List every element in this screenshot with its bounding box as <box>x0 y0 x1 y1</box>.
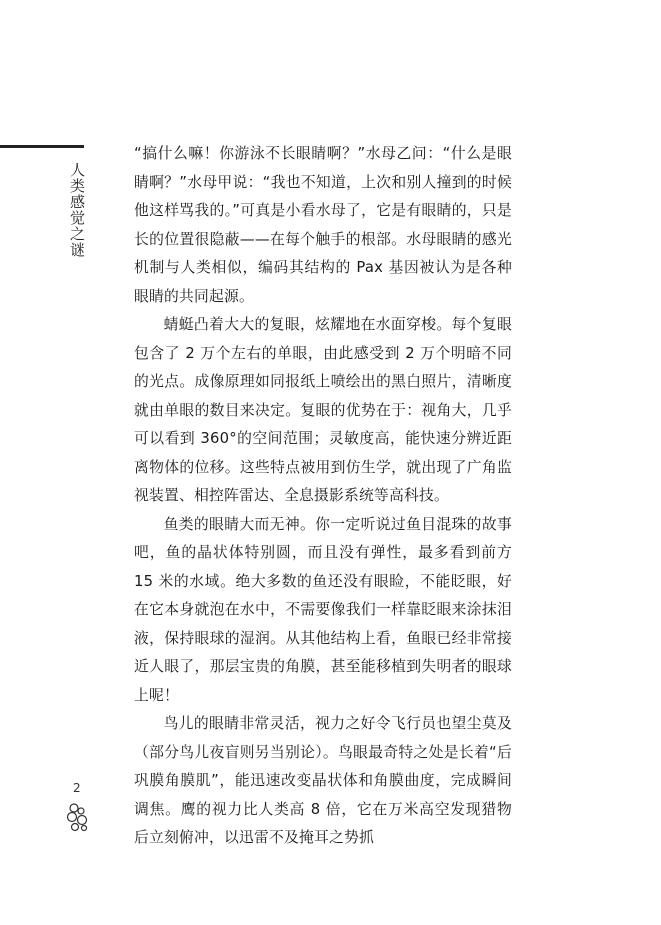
page-number: 2 <box>73 781 81 795</box>
bubbles-ornament-icon <box>66 802 90 832</box>
top-rule <box>0 145 84 148</box>
body-text <box>134 140 512 853</box>
running-header-title: 人类感觉之谜 <box>68 162 86 258</box>
paragraph-fish: 鱼类的眼睛大而无神。你一定听说过鱼目混珠的故事吧，鱼的晶状体特别圆，而且没有弹性，最多看到前方 15 米的水域。绝大多数的鱼还没有眼睑，不能眨眼，好在它本身就泡在水中，不需要像我们一样靠眨眼来涂抹泪液，保持眼球的湿润。从其他结构上看，鱼眼已经非常接近人眼了，那层宝贵的角膜，甚至能移植到失明者的眼球上呢！ <box>134 515 512 704</box>
paragraph-jellyfish: “搞什么嘛！你游泳不长眼睛啊？”水母乙问：“什么是眼睛啊？”水母甲说：“我也不知道，上次和别人撞到的时候他这样骂我的。”可真是小看水母了，它是有眼睛的，只是长的位置很隐蔽——在每个触手的根部。水母眼睛的感光机制与人类相似，编码其结构的 Pax 基因被认为是各种眼睛的共同起源。 <box>134 145 512 305</box>
paragraph-dragonfly: 蜻蜓凸着大大的复眼，炫耀地在水面穿梭。每个复眼包含了 2 万个左右的单眼，由此感受到 2 万个明暗不同的光点。成像原理如同报纸上喷绘出的黑白照片，清晰度就由单眼的数目来决定。复眼的优势在于：视角大，几乎可以看到 360°的空间范围；灵敏度高，能快速分辨近距离物体的位移。这些特点被用到仿生学，就出现了广角监视装置、相控阵雷达、全息摄影系统等高科技。 <box>134 316 512 504</box>
paragraph-birds: 鸟儿的眼睛非常灵活，视力之好令飞行员也望尘莫及（部分鸟儿夜盲则另当别论）。鸟眼最奇特之处是长着“后巩膜角膜肌”，能迅速改变晶状体和角膜曲度，完成瞬间调焦。鹰的视力比人类高 8 倍，它在万米高空发现猎物后立刻俯冲，以迅雷不及掩耳之势抓 <box>134 715 512 846</box>
